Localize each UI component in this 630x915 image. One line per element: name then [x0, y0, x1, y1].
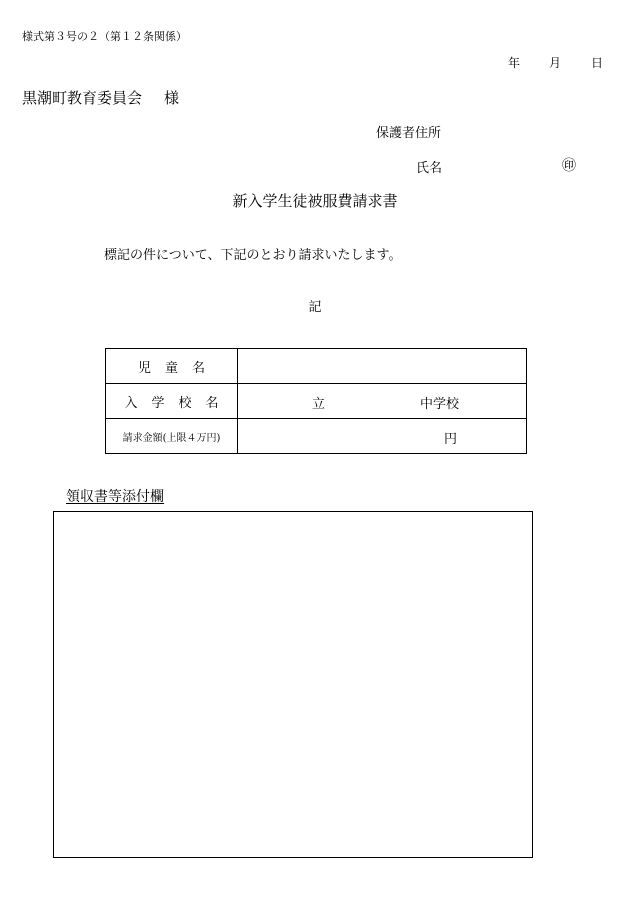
- date-day-label: 日: [591, 56, 604, 70]
- child-name-label: 児童名: [137, 360, 219, 376]
- guardian-address-label: 保護者住所: [376, 126, 442, 141]
- addressee: [22, 87, 179, 108]
- body-text: 標記の件について、下記のとおり請求いたします。: [104, 248, 402, 263]
- document-title: 新入学生徒被服費請求書: [232, 192, 398, 210]
- attachment-label: 領収書等添付欄: [66, 489, 164, 505]
- form-number: 様式第３号の２（第１２条関係）: [22, 30, 187, 43]
- school-chugakko-text: 中学校: [420, 397, 460, 412]
- addressee-name: 黒潮町教育委員会: [22, 89, 143, 107]
- child-name-field[interactable]: [238, 349, 527, 384]
- date-month-label: 月: [549, 56, 562, 70]
- date-year-label: 年: [508, 56, 521, 70]
- attachment-box: [53, 511, 533, 858]
- amount-label-cell: [106, 419, 238, 454]
- ki-label: 記: [308, 300, 322, 315]
- table-row-amount: [106, 419, 527, 454]
- school-label: 入学校名: [124, 395, 233, 411]
- school-ritsu-text: 立: [312, 397, 326, 412]
- info-table: [105, 348, 527, 454]
- table-row-school: [106, 384, 527, 419]
- yen-unit: 円: [444, 432, 458, 447]
- amount-field[interactable]: [238, 419, 527, 454]
- school-field[interactable]: [238, 384, 527, 419]
- child-name-label-cell: [106, 349, 238, 384]
- addressee-honorific: 様: [164, 89, 180, 107]
- guardian-name-label: 氏名: [416, 161, 443, 176]
- table-row-child-name: [106, 349, 527, 384]
- seal-mark: ㊞: [562, 158, 576, 174]
- amount-label: 請求金額(上限４万円): [122, 432, 221, 444]
- school-label-cell: [106, 384, 238, 419]
